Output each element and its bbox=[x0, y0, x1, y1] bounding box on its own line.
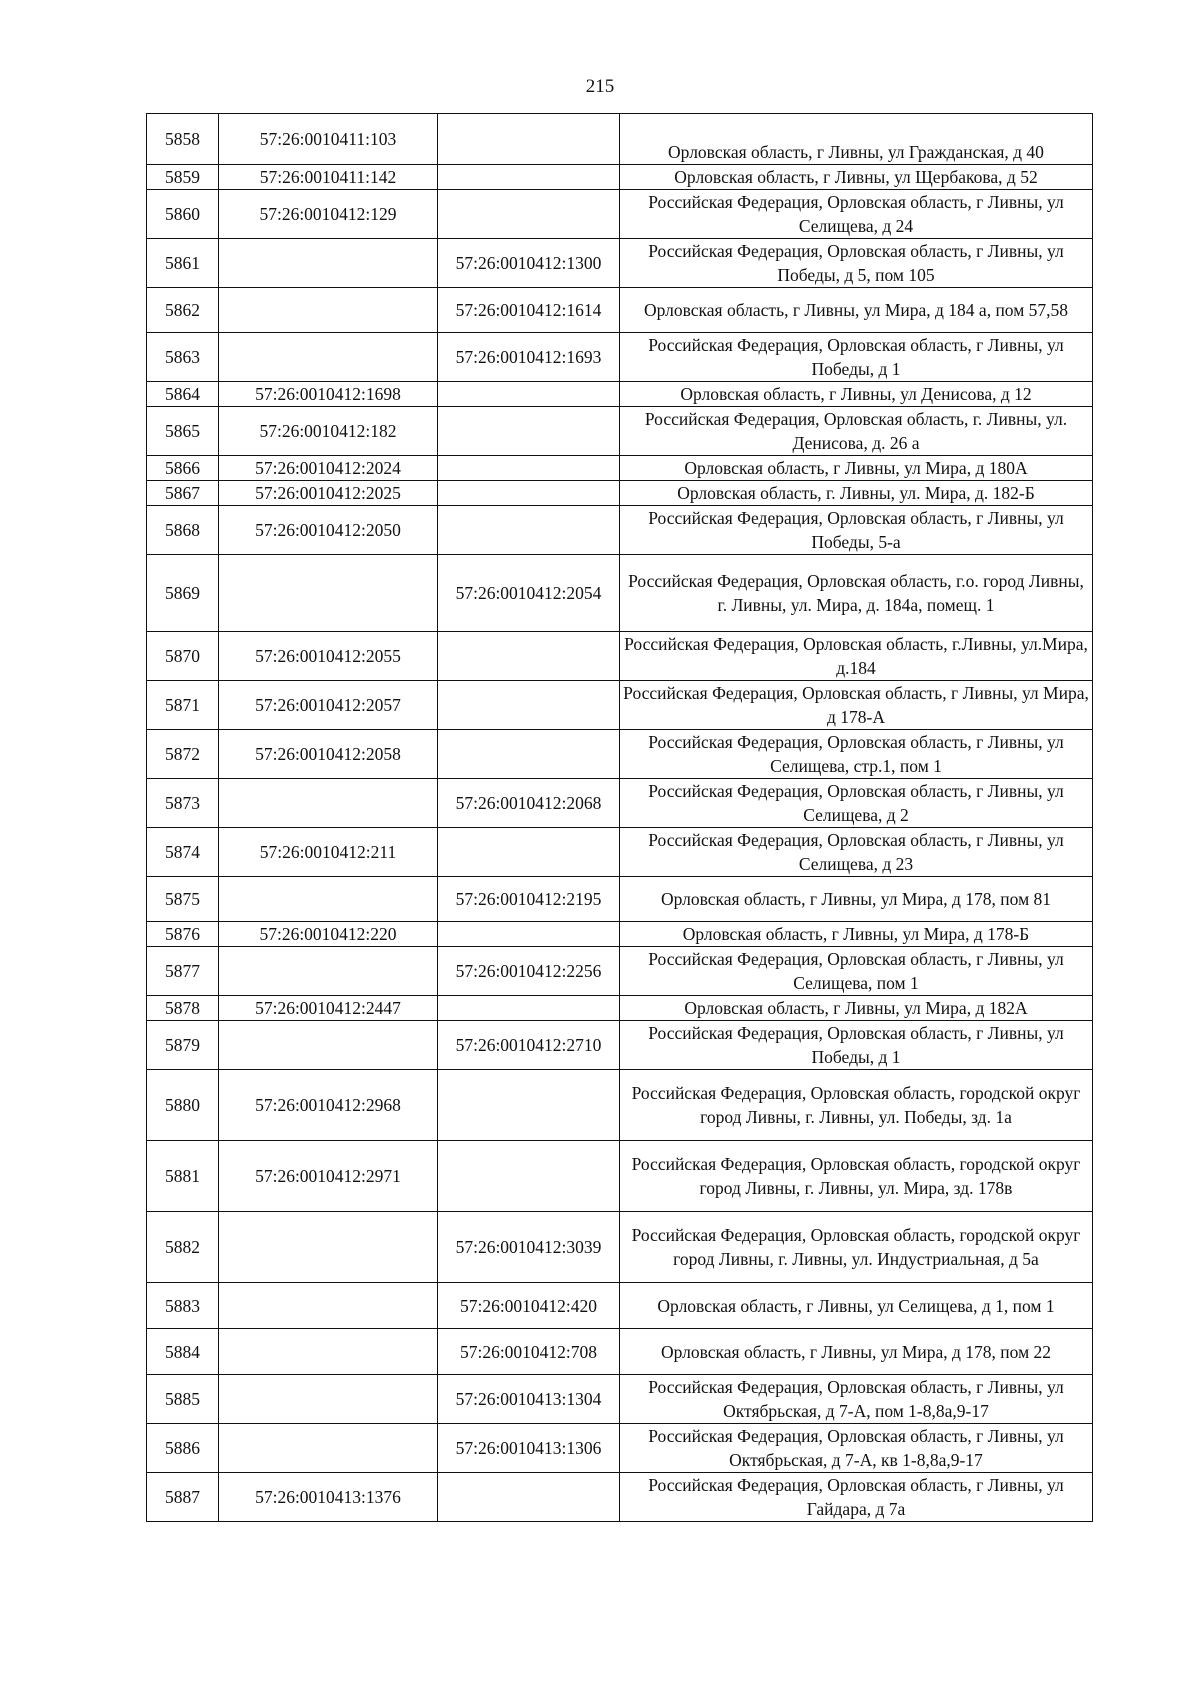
address-cell: Орловская область, г Ливны, ул Мира, д 178-Б bbox=[620, 922, 1093, 947]
table-row bbox=[147, 1070, 1093, 1141]
address-cell: Российская Федерация, Орловская область, городской округ город Ливны, г. Ливны, ул. Индустриальная, д 5а bbox=[620, 1212, 1093, 1283]
address-cell: Российская Федерация, Орловская область, г Ливны, ул Селищева, д 2 bbox=[620, 779, 1093, 828]
premises-cadastral-number-cell bbox=[438, 996, 620, 1021]
row-number-cell: 5887 bbox=[147, 1473, 219, 1522]
table-row bbox=[147, 730, 1093, 779]
premises-cadastral-number-cell: 57:26:0010412:3039 bbox=[438, 1212, 620, 1283]
premises-cadastral-number-cell bbox=[438, 1070, 620, 1141]
table-row bbox=[147, 407, 1093, 456]
premises-cadastral-number-cell bbox=[438, 407, 620, 456]
address-cell: Российская Федерация, Орловская область, городской округ город Ливны, г. Ливны, ул. Мира, зд. 178в bbox=[620, 1141, 1093, 1212]
premises-cadastral-number-cell: 57:26:0010412:2054 bbox=[438, 555, 620, 632]
cadastral-number-cell: 57:26:0010412:2050 bbox=[219, 506, 438, 555]
cadastral-number-cell bbox=[219, 1212, 438, 1283]
table-row bbox=[147, 1283, 1093, 1329]
cadastral-number-cell bbox=[219, 239, 438, 288]
address-cell: Орловская область, г Ливны, ул Мира, д 178, пом 22 bbox=[620, 1329, 1093, 1375]
cadastral-number-cell: 57:26:0010412:1698 bbox=[219, 382, 438, 407]
address-cell: Орловская область, г Ливны, ул Селищева, д 1, пом 1 bbox=[620, 1283, 1093, 1329]
address-cell: Российская Федерация, Орловская область, г Ливны, ул Гайдара, д 7а bbox=[620, 1473, 1093, 1522]
row-number-cell: 5871 bbox=[147, 681, 219, 730]
table-row bbox=[147, 996, 1093, 1021]
cadastral-number-cell: 57:26:0010412:2058 bbox=[219, 730, 438, 779]
table-row bbox=[147, 922, 1093, 947]
row-number-cell: 5867 bbox=[147, 481, 219, 506]
cadastral-number-cell bbox=[219, 947, 438, 996]
premises-cadastral-number-cell bbox=[438, 828, 620, 877]
row-number-cell: 5868 bbox=[147, 506, 219, 555]
address-cell: Орловская область, г Ливны, ул Гражданская, д 40 bbox=[620, 114, 1093, 165]
cadastral-number-cell: 57:26:0010412:211 bbox=[219, 828, 438, 877]
cadastral-number-cell: 57:26:0010412:129 bbox=[219, 190, 438, 239]
premises-cadastral-number-cell bbox=[438, 730, 620, 779]
cadastral-number-cell bbox=[219, 555, 438, 632]
cadastral-number-cell bbox=[219, 288, 438, 333]
table-row bbox=[147, 779, 1093, 828]
premises-cadastral-number-cell: 57:26:0010413:1306 bbox=[438, 1424, 620, 1473]
table-row bbox=[147, 1141, 1093, 1212]
premises-cadastral-number-cell: 57:26:0010412:708 bbox=[438, 1329, 620, 1375]
table-row bbox=[147, 632, 1093, 681]
row-number-cell: 5884 bbox=[147, 1329, 219, 1375]
premises-cadastral-number-cell bbox=[438, 114, 620, 165]
address-cell: Российская Федерация, Орловская область, г Ливны, ул Селищева, пом 1 bbox=[620, 947, 1093, 996]
cadastral-number-cell: 57:26:0010412:2057 bbox=[219, 681, 438, 730]
table-row bbox=[147, 456, 1093, 481]
row-number-cell: 5869 bbox=[147, 555, 219, 632]
row-number-cell: 5882 bbox=[147, 1212, 219, 1283]
table-row bbox=[147, 165, 1093, 190]
cadastral-number-cell: 57:26:0010412:2968 bbox=[219, 1070, 438, 1141]
cadastral-number-cell: 57:26:0010412:182 bbox=[219, 407, 438, 456]
premises-cadastral-number-cell bbox=[438, 382, 620, 407]
premises-cadastral-number-cell: 57:26:0010412:2068 bbox=[438, 779, 620, 828]
address-cell: Орловская область, г Ливны, ул Мира, д 178, пом 81 bbox=[620, 877, 1093, 922]
premises-cadastral-number-cell: 57:26:0010412:2256 bbox=[438, 947, 620, 996]
row-number-cell: 5885 bbox=[147, 1375, 219, 1424]
row-number-cell: 5864 bbox=[147, 382, 219, 407]
address-cell: Российская Федерация, Орловская область, г Ливны, ул Селищева, д 23 bbox=[620, 828, 1093, 877]
cadastral-number-cell: 57:26:0010412:2055 bbox=[219, 632, 438, 681]
row-number-cell: 5881 bbox=[147, 1141, 219, 1212]
row-number-cell: 5861 bbox=[147, 239, 219, 288]
premises-cadastral-number-cell bbox=[438, 190, 620, 239]
address-cell: Российская Федерация, Орловская область, г Ливны, ул Селищева, д 24 bbox=[620, 190, 1093, 239]
cadastral-number-cell: 57:26:0010412:2025 bbox=[219, 481, 438, 506]
table-row bbox=[147, 1424, 1093, 1473]
row-number-cell: 5883 bbox=[147, 1283, 219, 1329]
table-row bbox=[147, 288, 1093, 333]
table-row bbox=[147, 877, 1093, 922]
row-number-cell: 5865 bbox=[147, 407, 219, 456]
row-number-cell: 5862 bbox=[147, 288, 219, 333]
address-cell: Орловская область, г Ливны, ул Мира, д 184 а, пом 57,58 bbox=[620, 288, 1093, 333]
table-row bbox=[147, 555, 1093, 632]
premises-cadastral-number-cell bbox=[438, 506, 620, 555]
cadastral-number-cell: 57:26:0010412:220 bbox=[219, 922, 438, 947]
cadastral-number-cell bbox=[219, 1283, 438, 1329]
table-row bbox=[147, 828, 1093, 877]
row-number-cell: 5866 bbox=[147, 456, 219, 481]
premises-cadastral-number-cell bbox=[438, 1141, 620, 1212]
cadastral-number-cell bbox=[219, 877, 438, 922]
table-row bbox=[147, 481, 1093, 506]
table-row bbox=[147, 382, 1093, 407]
address-cell: Российская Федерация, Орловская область, городской округ город Ливны, г. Ливны, ул. Победы, зд. 1а bbox=[620, 1070, 1093, 1141]
page-number: 215 bbox=[585, 76, 615, 97]
address-cell: Российская Федерация, Орловская область, г Ливны, ул Селищева, стр.1, пом 1 bbox=[620, 730, 1093, 779]
table-row bbox=[147, 239, 1093, 288]
address-cell: Российская Федерация, Орловская область, г Ливны, ул Мира, д 178-А bbox=[620, 681, 1093, 730]
cadastral-number-cell: 57:26:0010413:1376 bbox=[219, 1473, 438, 1522]
address-cell: Российская Федерация, Орловская область, г Ливны, ул Победы, д 1 bbox=[620, 1021, 1093, 1070]
table-row bbox=[147, 1473, 1093, 1522]
address-cell: Орловская область, г Ливны, ул Денисова, д 12 bbox=[620, 382, 1093, 407]
cadastral-number-cell: 57:26:0010412:2447 bbox=[219, 996, 438, 1021]
row-number-cell: 5874 bbox=[147, 828, 219, 877]
address-cell: Российская Федерация, Орловская область, г Ливны, ул Победы, д 1 bbox=[620, 333, 1093, 382]
row-number-cell: 5886 bbox=[147, 1424, 219, 1473]
cadastral-number-cell: 57:26:0010412:2971 bbox=[219, 1141, 438, 1212]
row-number-cell: 5870 bbox=[147, 632, 219, 681]
premises-cadastral-number-cell bbox=[438, 165, 620, 190]
address-cell: Орловская область, г Ливны, ул Мира, д 182А bbox=[620, 996, 1093, 1021]
row-number-cell: 5872 bbox=[147, 730, 219, 779]
premises-cadastral-number-cell: 57:26:0010412:1693 bbox=[438, 333, 620, 382]
address-cell: Российская Федерация, Орловская область, г Ливны, ул Победы, 5-а bbox=[620, 506, 1093, 555]
premises-cadastral-number-cell bbox=[438, 681, 620, 730]
address-cell: Российская Федерация, Орловская область, г Ливны, ул Октябрьская, д 7-А, пом 1-8,8а,9-17 bbox=[620, 1375, 1093, 1424]
row-number-cell: 5877 bbox=[147, 947, 219, 996]
table-row bbox=[147, 681, 1093, 730]
row-number-cell: 5880 bbox=[147, 1070, 219, 1141]
cadastral-number-cell bbox=[219, 1424, 438, 1473]
premises-cadastral-number-cell: 57:26:0010412:420 bbox=[438, 1283, 620, 1329]
row-number-cell: 5863 bbox=[147, 333, 219, 382]
address-cell: Орловская область, г Ливны, ул Щербакова, д 52 bbox=[620, 165, 1093, 190]
row-number-cell: 5858 bbox=[147, 114, 219, 165]
row-number-cell: 5878 bbox=[147, 996, 219, 1021]
table-row bbox=[147, 506, 1093, 555]
address-cell: Орловская область, г Ливны, ул Мира, д 180А bbox=[620, 456, 1093, 481]
cadastral-number-cell: 57:26:0010411:142 bbox=[219, 165, 438, 190]
table-row bbox=[147, 190, 1093, 239]
address-cell: Российская Федерация, Орловская область, г.Ливны, ул.Мира, д.184 bbox=[620, 632, 1093, 681]
cadastral-number-cell: 57:26:0010412:2024 bbox=[219, 456, 438, 481]
address-cell: Российская Федерация, Орловская область, г. Ливны, ул. Денисова, д. 26 а bbox=[620, 407, 1093, 456]
cadastral-number-cell bbox=[219, 1329, 438, 1375]
table-row bbox=[147, 333, 1093, 382]
row-number-cell: 5875 bbox=[147, 877, 219, 922]
registry-body bbox=[147, 114, 1093, 1522]
cadastral-number-cell bbox=[219, 333, 438, 382]
premises-cadastral-number-cell bbox=[438, 632, 620, 681]
registry-table bbox=[146, 113, 1093, 1522]
premises-cadastral-number-cell bbox=[438, 1473, 620, 1522]
premises-cadastral-number-cell: 57:26:0010413:1304 bbox=[438, 1375, 620, 1424]
address-cell: Российская Федерация, Орловская область, г.о. город Ливны, г. Ливны, ул. Мира, д. 184а, помещ. 1 bbox=[620, 555, 1093, 632]
address-cell: Орловская область, г. Ливны, ул. Мира, д. 182-Б bbox=[620, 481, 1093, 506]
premises-cadastral-number-cell: 57:26:0010412:1614 bbox=[438, 288, 620, 333]
row-number-cell: 5860 bbox=[147, 190, 219, 239]
table-row bbox=[147, 1375, 1093, 1424]
table-row bbox=[147, 1021, 1093, 1070]
table-row bbox=[147, 947, 1093, 996]
row-number-cell: 5876 bbox=[147, 922, 219, 947]
row-number-cell: 5879 bbox=[147, 1021, 219, 1070]
cadastral-number-cell bbox=[219, 1021, 438, 1070]
premises-cadastral-number-cell: 57:26:0010412:1300 bbox=[438, 239, 620, 288]
premises-cadastral-number-cell: 57:26:0010412:2195 bbox=[438, 877, 620, 922]
address-cell: Российская Федерация, Орловская область, г Ливны, ул Победы, д 5, пом 105 bbox=[620, 239, 1093, 288]
cadastral-number-cell bbox=[219, 1375, 438, 1424]
address-cell: Российская Федерация, Орловская область, г Ливны, ул Октябрьская, д 7-А, кв 1-8,8а,9-17 bbox=[620, 1424, 1093, 1473]
premises-cadastral-number-cell: 57:26:0010412:2710 bbox=[438, 1021, 620, 1070]
premises-cadastral-number-cell bbox=[438, 481, 620, 506]
premises-cadastral-number-cell bbox=[438, 922, 620, 947]
premises-cadastral-number-cell bbox=[438, 456, 620, 481]
table-row bbox=[147, 1329, 1093, 1375]
table-row bbox=[147, 1212, 1093, 1283]
cadastral-number-cell bbox=[219, 779, 438, 828]
row-number-cell: 5873 bbox=[147, 779, 219, 828]
row-number-cell: 5859 bbox=[147, 165, 219, 190]
table-row bbox=[147, 114, 1093, 165]
cadastral-number-cell: 57:26:0010411:103 bbox=[219, 114, 438, 165]
